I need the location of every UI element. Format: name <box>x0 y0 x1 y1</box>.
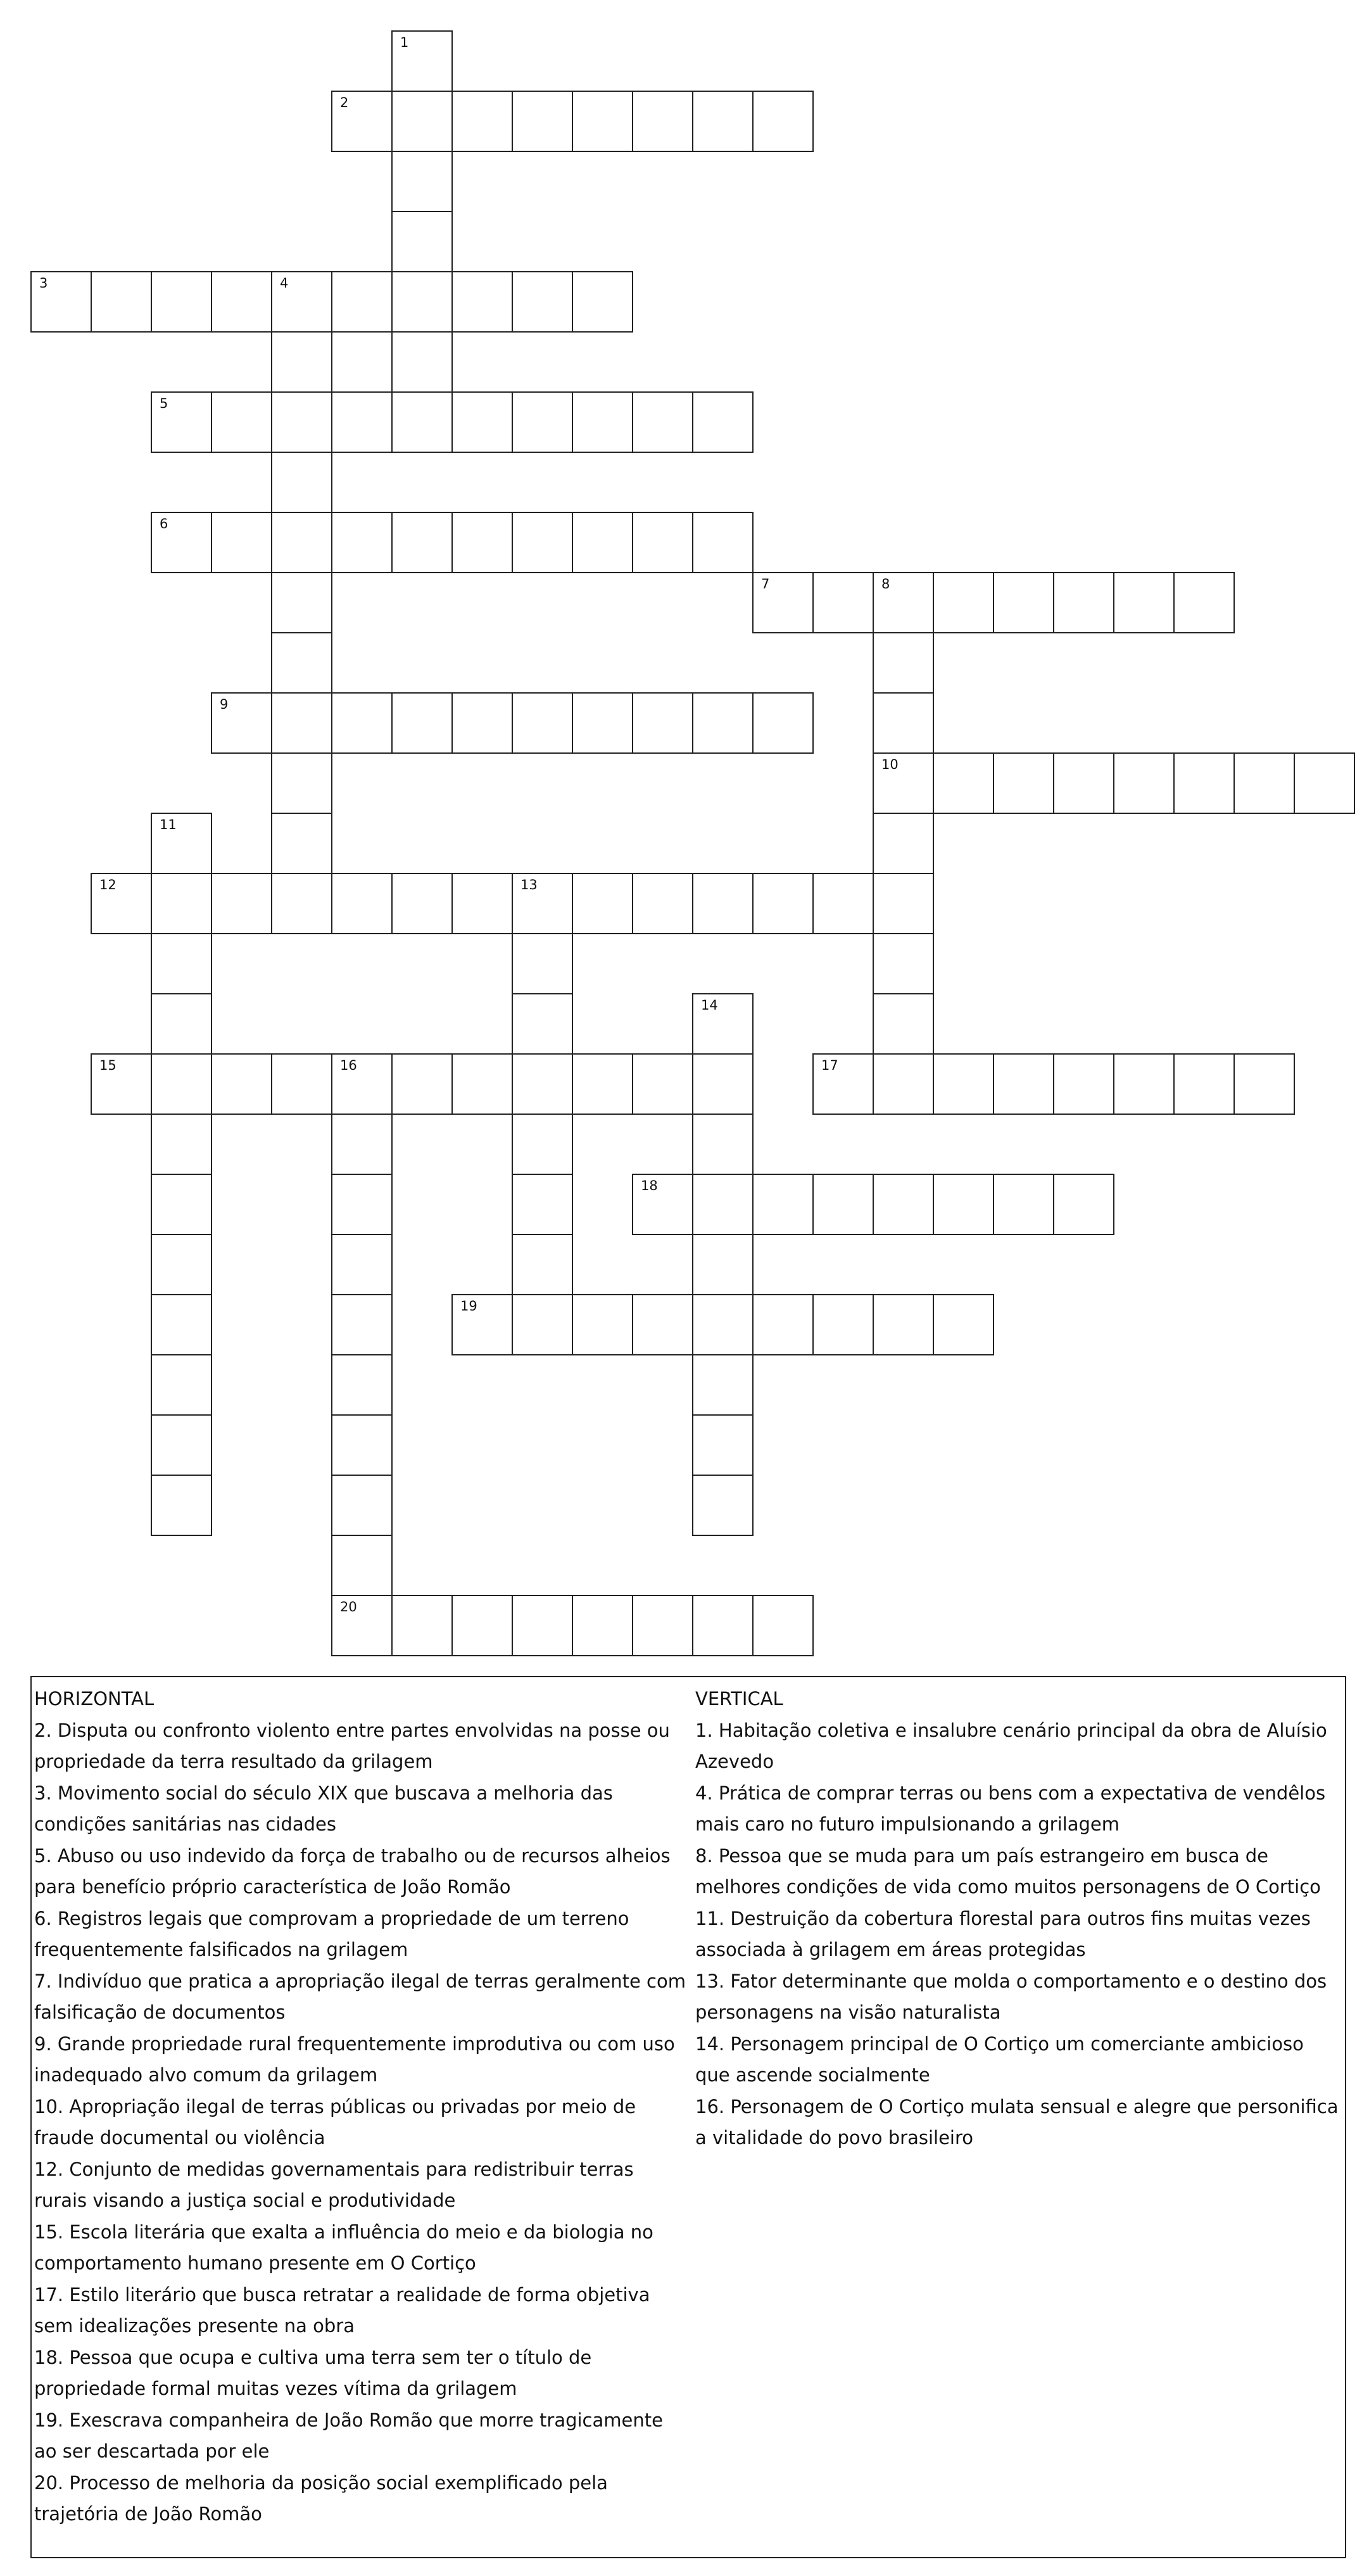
down-heading: VERTICAL <box>695 1688 783 1710</box>
grid-cell[interactable] <box>1233 752 1295 814</box>
grid-cell[interactable] <box>391 512 453 573</box>
grid-cell[interactable] <box>211 1053 272 1115</box>
grid-cell[interactable] <box>812 1053 874 1115</box>
grid-cell[interactable] <box>692 993 754 1055</box>
clue-down: 1. Habitação coletiva e insalubre cenário principal da obra de Aluísio Azevedo <box>695 1719 1327 1772</box>
clue-number: 16 <box>340 1058 357 1073</box>
grid-cell[interactable] <box>692 1114 754 1175</box>
grid-cell[interactable] <box>331 1414 393 1476</box>
grid-cell[interactable] <box>873 933 934 994</box>
grid-cell[interactable] <box>692 1475 754 1536</box>
grid-cell[interactable] <box>391 271 453 333</box>
clue-number: 11 <box>160 817 177 832</box>
grid-cell[interactable] <box>151 813 212 874</box>
clue-number: 9 <box>220 697 229 712</box>
grid-cell[interactable] <box>331 1174 393 1235</box>
clue-across: 20. Processo de melhoria da posição social exemplificado pela trajetória de João Romão <box>34 2471 608 2525</box>
clue-number: 17 <box>821 1058 838 1073</box>
grid-cell[interactable] <box>512 1595 573 1656</box>
clue-number: 8 <box>881 576 890 592</box>
grid-cell[interactable] <box>933 752 994 814</box>
clue-down: 14. Personagem principal de O Cortiço um comerciante ambicioso que ascende socialmente <box>695 2033 1304 2086</box>
clue-across: 5. Abuso ou uso indevido da força de trabalho ou de recursos alheios para benefício próprio característica de João Romão <box>34 1844 671 1898</box>
grid-cell[interactable] <box>451 1595 513 1656</box>
grid-cell[interactable] <box>151 993 212 1055</box>
grid-cell[interactable] <box>752 692 814 754</box>
grid-cell[interactable] <box>151 1114 212 1175</box>
grid-cell[interactable] <box>331 512 393 573</box>
grid-cell[interactable] <box>512 1053 573 1115</box>
grid-cell[interactable] <box>993 752 1054 814</box>
down-clue-list <box>695 1715 1341 2154</box>
grid-cell[interactable] <box>572 391 633 453</box>
clue-down: 8. Pessoa que se muda para um país estrangeiro em busca de melhores condições de vida como muitos personagens de O Cortiço <box>695 1844 1321 1898</box>
clue-number: 2 <box>340 95 349 110</box>
grid-cell[interactable] <box>1173 1053 1235 1115</box>
grid-cell[interactable] <box>91 1053 152 1115</box>
grid-cell[interactable] <box>391 1595 453 1656</box>
clue-number: 12 <box>99 877 117 892</box>
grid-cell[interactable] <box>271 572 332 633</box>
grid-cell[interactable] <box>1053 1174 1114 1235</box>
clue-across: 19. Exescrava companheira de João Romão que morre tragicamente ao ser descartada por ele <box>34 2409 663 2462</box>
grid-cell[interactable] <box>632 1294 693 1355</box>
grid-cell[interactable] <box>451 1294 513 1355</box>
grid-cell[interactable] <box>331 1535 393 1596</box>
grid-cell[interactable] <box>391 692 453 754</box>
clue-number: 18 <box>641 1178 658 1193</box>
grid-cell[interactable] <box>993 572 1054 633</box>
grid-cell[interactable] <box>1173 752 1235 814</box>
grid-cell[interactable] <box>873 813 934 874</box>
clue-number: 3 <box>39 276 48 291</box>
grid-cell[interactable] <box>752 873 814 934</box>
grid-cell[interactable] <box>271 632 332 694</box>
grid-cell[interactable] <box>331 91 393 152</box>
grid-cell[interactable] <box>873 692 934 754</box>
grid-cell[interactable] <box>151 1174 212 1235</box>
grid-cell[interactable] <box>512 933 573 994</box>
grid-cell[interactable] <box>632 692 693 754</box>
grid-cell[interactable] <box>451 512 513 573</box>
grid-cell[interactable] <box>752 1294 814 1355</box>
grid-cell[interactable] <box>512 91 573 152</box>
grid-cell[interactable] <box>1053 1053 1114 1115</box>
down-clues <box>695 1684 1341 2154</box>
grid-cell[interactable] <box>572 91 633 152</box>
grid-cell[interactable] <box>91 873 152 934</box>
grid-cell[interactable] <box>512 391 573 453</box>
grid-cell[interactable] <box>391 211 453 272</box>
grid-cell[interactable] <box>1053 572 1114 633</box>
clue-across: 10. Apropriação ilegal de terras públicas ou privadas por meio de fraude documental ou violência <box>34 2095 636 2148</box>
grid-cell[interactable] <box>572 1053 633 1115</box>
grid-cell[interactable] <box>572 271 633 333</box>
grid-cell[interactable] <box>151 1234 212 1295</box>
grid-cell[interactable] <box>512 512 573 573</box>
grid-cell[interactable] <box>391 1053 453 1115</box>
grid-cell[interactable] <box>451 1053 513 1115</box>
grid-cell[interactable] <box>512 873 573 934</box>
clues-box <box>30 1676 1346 2558</box>
grid-cell[interactable] <box>812 1294 874 1355</box>
clue-number: 5 <box>160 396 168 411</box>
grid-cell[interactable] <box>993 1174 1054 1235</box>
grid-cell[interactable] <box>211 692 272 754</box>
across-clue-list <box>34 1715 686 2530</box>
grid-cell[interactable] <box>692 512 754 573</box>
clue-across: 7. Indivíduo que pratica a apropriação ilegal de terras geralmente com falsificação de documentos <box>34 1970 686 2023</box>
grid-cell[interactable] <box>271 752 332 814</box>
grid-cell[interactable] <box>331 692 393 754</box>
grid-cell[interactable] <box>632 1174 693 1235</box>
grid-cell[interactable] <box>151 271 212 333</box>
grid-cell[interactable] <box>211 512 272 573</box>
grid-cell[interactable] <box>692 873 754 934</box>
grid-cell[interactable] <box>391 91 453 152</box>
clue-across: 12. Conjunto de medidas governamentais para redistribuir terras rurais visando a justiça social e produtividade <box>34 2158 634 2211</box>
grid-cell[interactable] <box>151 1053 212 1115</box>
grid-cell[interactable] <box>331 1354 393 1416</box>
grid-cell[interactable] <box>632 873 693 934</box>
grid-cell[interactable] <box>692 91 754 152</box>
clue-across: 18. Pessoa que ocupa e cultiva uma terra sem ter o título de propriedade formal muitas vezes vítima da grilagem <box>34 2346 592 2399</box>
clue-across: 2. Disputa ou confronto violento entre partes envolvidas na posse ou propriedade da terra resultado da grilagem <box>34 1719 670 1772</box>
clue-number: 14 <box>701 998 718 1013</box>
grid-cell[interactable] <box>271 692 332 754</box>
grid-cell[interactable] <box>692 1174 754 1235</box>
grid-cell[interactable] <box>451 692 513 754</box>
clue-number: 4 <box>280 276 289 291</box>
grid-cell[interactable] <box>572 873 633 934</box>
grid-cell[interactable] <box>451 873 513 934</box>
grid-cell[interactable] <box>692 1294 754 1355</box>
grid-cell[interactable] <box>451 91 513 152</box>
grid-cell[interactable] <box>512 692 573 754</box>
clue-number: 19 <box>460 1298 477 1314</box>
grid-cell[interactable] <box>692 391 754 453</box>
grid-cell[interactable] <box>451 271 513 333</box>
grid-cell[interactable] <box>331 1595 393 1656</box>
grid-cell[interactable] <box>391 30 453 92</box>
grid-cell[interactable] <box>572 1595 633 1656</box>
grid-cell[interactable] <box>873 993 934 1055</box>
grid-cell[interactable] <box>873 572 934 633</box>
grid-cell[interactable] <box>211 873 272 934</box>
grid-cell[interactable] <box>391 151 453 212</box>
grid-cell[interactable] <box>331 1053 393 1115</box>
grid-cell[interactable] <box>692 692 754 754</box>
grid-cell[interactable] <box>151 1294 212 1355</box>
across-heading: HORIZONTAL <box>34 1688 155 1710</box>
grid-cell[interactable] <box>752 572 814 633</box>
grid-cell[interactable] <box>692 1414 754 1476</box>
clue-number: 13 <box>520 877 538 892</box>
grid-cell[interactable] <box>151 391 212 453</box>
grid-cell[interactable] <box>391 331 453 393</box>
grid-cell[interactable] <box>572 692 633 754</box>
grid-cell[interactable] <box>331 271 393 333</box>
grid-cell[interactable] <box>632 91 693 152</box>
grid-cell[interactable] <box>512 1174 573 1235</box>
grid-cell[interactable] <box>752 1595 814 1656</box>
grid-cell[interactable] <box>391 873 453 934</box>
clue-across: 15. Escola literária que exalta a influência do meio e da biologia no comportamento humano presente em O Cortiço <box>34 2221 653 2274</box>
grid-cell[interactable] <box>1233 1053 1295 1115</box>
grid-cell[interactable] <box>151 1414 212 1476</box>
grid-cell[interactable] <box>692 1234 754 1295</box>
clue-across: 6. Registros legais que comprovam a propriedade de um terreno frequentemente falsificados na grilagem <box>34 1907 629 1960</box>
across-clues <box>34 1684 686 2530</box>
grid-cell[interactable] <box>271 1053 332 1115</box>
grid-cell[interactable] <box>331 1475 393 1536</box>
clue-number: 7 <box>761 576 770 592</box>
grid-cell[interactable] <box>211 271 272 333</box>
grid-cell[interactable] <box>572 512 633 573</box>
grid-cell[interactable] <box>271 873 332 934</box>
clue-number: 20 <box>340 1599 357 1615</box>
grid-cell[interactable] <box>632 512 693 573</box>
grid-cell[interactable] <box>331 391 393 453</box>
grid-cell[interactable] <box>1113 572 1175 633</box>
grid-cell[interactable] <box>873 1174 934 1235</box>
grid-cell[interactable] <box>933 1174 994 1235</box>
grid-cell[interactable] <box>632 1595 693 1656</box>
grid-cell[interactable] <box>933 1294 994 1355</box>
grid-cell[interactable] <box>1294 752 1355 814</box>
grid-cell[interactable] <box>692 1354 754 1416</box>
grid-cell[interactable] <box>993 1053 1054 1115</box>
clue-number: 6 <box>160 516 168 531</box>
grid-cell[interactable] <box>873 632 934 694</box>
grid-cell[interactable] <box>632 1053 693 1115</box>
grid-cell[interactable] <box>692 1595 754 1656</box>
grid-cell[interactable] <box>271 813 332 874</box>
grid-cell[interactable] <box>331 1294 393 1355</box>
grid-cell[interactable] <box>151 873 212 934</box>
grid-cell[interactable] <box>1053 752 1114 814</box>
grid-cell[interactable] <box>331 1234 393 1295</box>
grid-cell[interactable] <box>211 391 272 453</box>
grid-cell[interactable] <box>30 271 92 333</box>
grid-cell[interactable] <box>1113 1053 1175 1115</box>
grid-cell[interactable] <box>271 512 332 573</box>
grid-cell[interactable] <box>151 512 212 573</box>
clue-down: 13. Fator determinante que molda o comportamento e o destino dos personagens na visão naturalista <box>695 1970 1327 2023</box>
grid-cell[interactable] <box>512 271 573 333</box>
grid-cell[interactable] <box>873 1294 934 1355</box>
grid-cell[interactable] <box>271 331 332 393</box>
grid-cell[interactable] <box>271 391 332 453</box>
grid-cell[interactable] <box>812 1174 874 1235</box>
grid-cell[interactable] <box>812 572 874 633</box>
grid-cell[interactable] <box>512 1234 573 1295</box>
grid-cell[interactable] <box>331 873 393 934</box>
grid-cell[interactable] <box>271 271 332 333</box>
grid-cell[interactable] <box>752 1174 814 1235</box>
grid-cell[interactable] <box>933 572 994 633</box>
grid-cell[interactable] <box>632 391 693 453</box>
grid-cell[interactable] <box>752 91 814 152</box>
clue-down: 16. Personagem de O Cortiço mulata sensual e alegre que personifica a vitalidade do povo brasileiro <box>695 2095 1339 2148</box>
grid-cell[interactable] <box>873 873 934 934</box>
grid-cell[interactable] <box>151 933 212 994</box>
grid-cell[interactable] <box>692 1053 754 1115</box>
grid-cell[interactable] <box>151 1475 212 1536</box>
grid-cell[interactable] <box>1173 572 1235 633</box>
grid-cell[interactable] <box>512 993 573 1055</box>
grid-cell[interactable] <box>331 1114 393 1175</box>
grid-cell[interactable] <box>512 1114 573 1175</box>
clue-down: 11. Destruição da cobertura florestal para outros fins muitas vezes associada à grilagem em áreas protegidas <box>695 1907 1311 1960</box>
grid-cell[interactable] <box>812 873 874 934</box>
grid-cell[interactable] <box>572 1294 633 1355</box>
clue-number: 10 <box>881 757 899 772</box>
grid-cell[interactable] <box>151 1354 212 1416</box>
grid-cell[interactable] <box>933 1053 994 1115</box>
clue-across: 17. Estilo literário que busca retratar a realidade de forma objetiva sem idealizações presente na obra <box>34 2283 650 2337</box>
grid-cell[interactable] <box>391 391 453 453</box>
grid-cell[interactable] <box>512 1294 573 1355</box>
grid-cell[interactable] <box>271 452 332 513</box>
clue-across: 3. Movimento social do século XIX que buscava a melhoria das condições sanitárias nas cidades <box>34 1782 613 1835</box>
clue-number: 15 <box>99 1058 117 1073</box>
clue-number: 1 <box>400 35 409 50</box>
grid-cell[interactable] <box>1113 752 1175 814</box>
clue-across: 9. Grande propriedade rural frequentemente improdutiva ou com uso inadequado alvo comum da grilagem <box>34 2033 675 2086</box>
grid-cell[interactable] <box>451 391 513 453</box>
grid-cell[interactable] <box>91 271 152 333</box>
grid-cell[interactable] <box>873 1053 934 1115</box>
grid-cell[interactable] <box>873 752 934 814</box>
clue-down: 4. Prática de comprar terras ou bens com a expectativa de vendêlos mais caro no futuro impulsionando a grilagem <box>695 1782 1326 1835</box>
